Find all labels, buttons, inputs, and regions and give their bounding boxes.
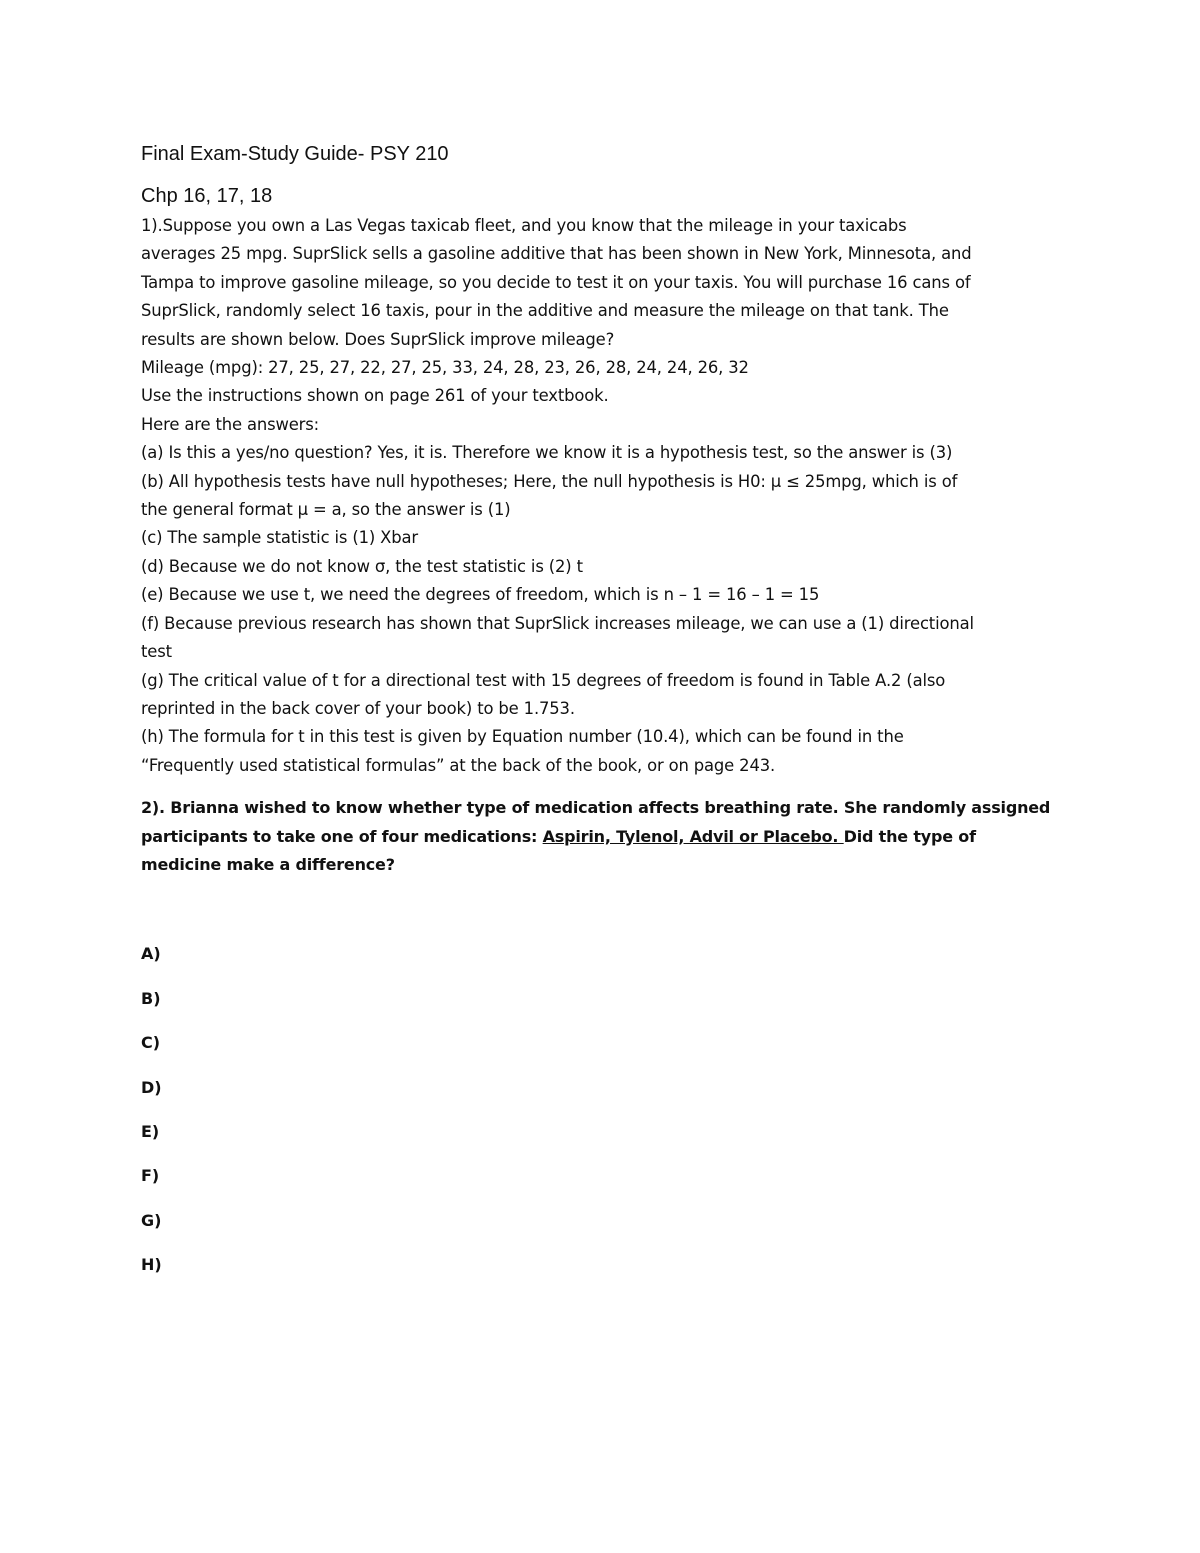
question-2-prefix: participants to take one of four medications: <box>141 826 543 846</box>
instructions-line: Use the instructions shown on page 261 of your textbook. <box>141 386 609 406</box>
answer-label-a: A) <box>141 944 161 964</box>
question-1-line: Tampa to improve gasoline mileage, so you decide to test it on your taxis. You will purchase 16 cans of <box>141 272 971 292</box>
answer-f: (f) Because previous research has shown that SuprSlick increases mileage, we can use a (1) directional <box>141 613 974 633</box>
answer-h-continued: “Frequently used statistical formulas” at the back of the book, or on page 243. <box>141 755 776 775</box>
medications-list: Aspirin, Tylenol, Advil or Placebo. <box>542 826 844 846</box>
mileage-data-line: Mileage (mpg): 27, 25, 27, 22, 27, 25, 33, 24, 28, 23, 26, 28, 24, 24, 26, 32 <box>141 358 749 378</box>
answer-b-continued: the general format μ = a, so the answer is (1) <box>141 500 511 520</box>
document-page <box>141 140 1071 1298</box>
answer-d: (d) Because we do not know σ, the test statistic is (2) t <box>141 556 583 576</box>
document-title: Final Exam-Study Guide- PSY 210 <box>141 143 449 165</box>
question-1-line: averages 25 mpg. SuprSlick sells a gasoline additive that has been shown in New York, Minnesota, and <box>141 244 972 264</box>
answer-label-b: B) <box>141 988 161 1008</box>
answer-f-continued: test <box>141 642 172 662</box>
answer-label-h: H) <box>141 1255 162 1275</box>
question-2-line: 2). Brianna wished to know whether type of medication affects breathing rate. She randomly assigned <box>141 798 1051 818</box>
question-1-line: 1).Suppose you own a Las Vegas taxicab fleet, and you know that the mileage in your taxicabs <box>141 216 907 235</box>
question-2-line <box>141 823 1071 851</box>
answer-label-e: E) <box>141 1121 160 1141</box>
answer-c: (c) The sample statistic is (1) Xbar <box>141 528 418 548</box>
question-2 <box>141 794 1071 879</box>
answer-label-f: F) <box>141 1166 160 1186</box>
answer-a: (a) Is this a yes/no question? Yes, it is. Therefore we know it is a hypothesis test, so the answer is (3) <box>141 443 953 463</box>
answers-heading: Here are the answers: <box>141 414 320 434</box>
answer-g: (g) The critical value of t for a directional test with 15 degrees of freedom is found in Table A.2 (also <box>141 670 946 690</box>
question-2-suffix: Did the type of <box>843 826 976 846</box>
question-2-line: medicine make a difference? <box>141 854 395 874</box>
answer-b: (b) All hypothesis tests have null hypotheses; Here, the null hypothesis is H0: μ ≤ 25mpg, which is of <box>141 471 958 491</box>
question-1-line: SuprSlick, randomly select 16 taxis, pour in the additive and measure the mileage on that tank. The <box>141 301 949 321</box>
answer-labels <box>141 943 1071 1298</box>
answer-e: (e) Because we use t, we need the degrees of freedom, which is n – 1 = 16 – 1 = 15 <box>141 585 820 605</box>
answer-g-continued: reprinted in the back cover of your book) to be 1.753. <box>141 698 575 718</box>
answer-h: (h) The formula for t in this test is given by Equation number (10.4), which can be found in the <box>141 727 904 747</box>
answer-label-g: G) <box>141 1210 162 1230</box>
answer-label-d: D) <box>141 1077 162 1097</box>
chapters-heading: Chp 16, 17, 18 <box>141 185 273 207</box>
question-1-line: results are shown below. Does SuprSlick improve mileage? <box>141 329 615 349</box>
question-1 <box>141 212 1071 780</box>
answer-label-c: C) <box>141 1033 161 1053</box>
